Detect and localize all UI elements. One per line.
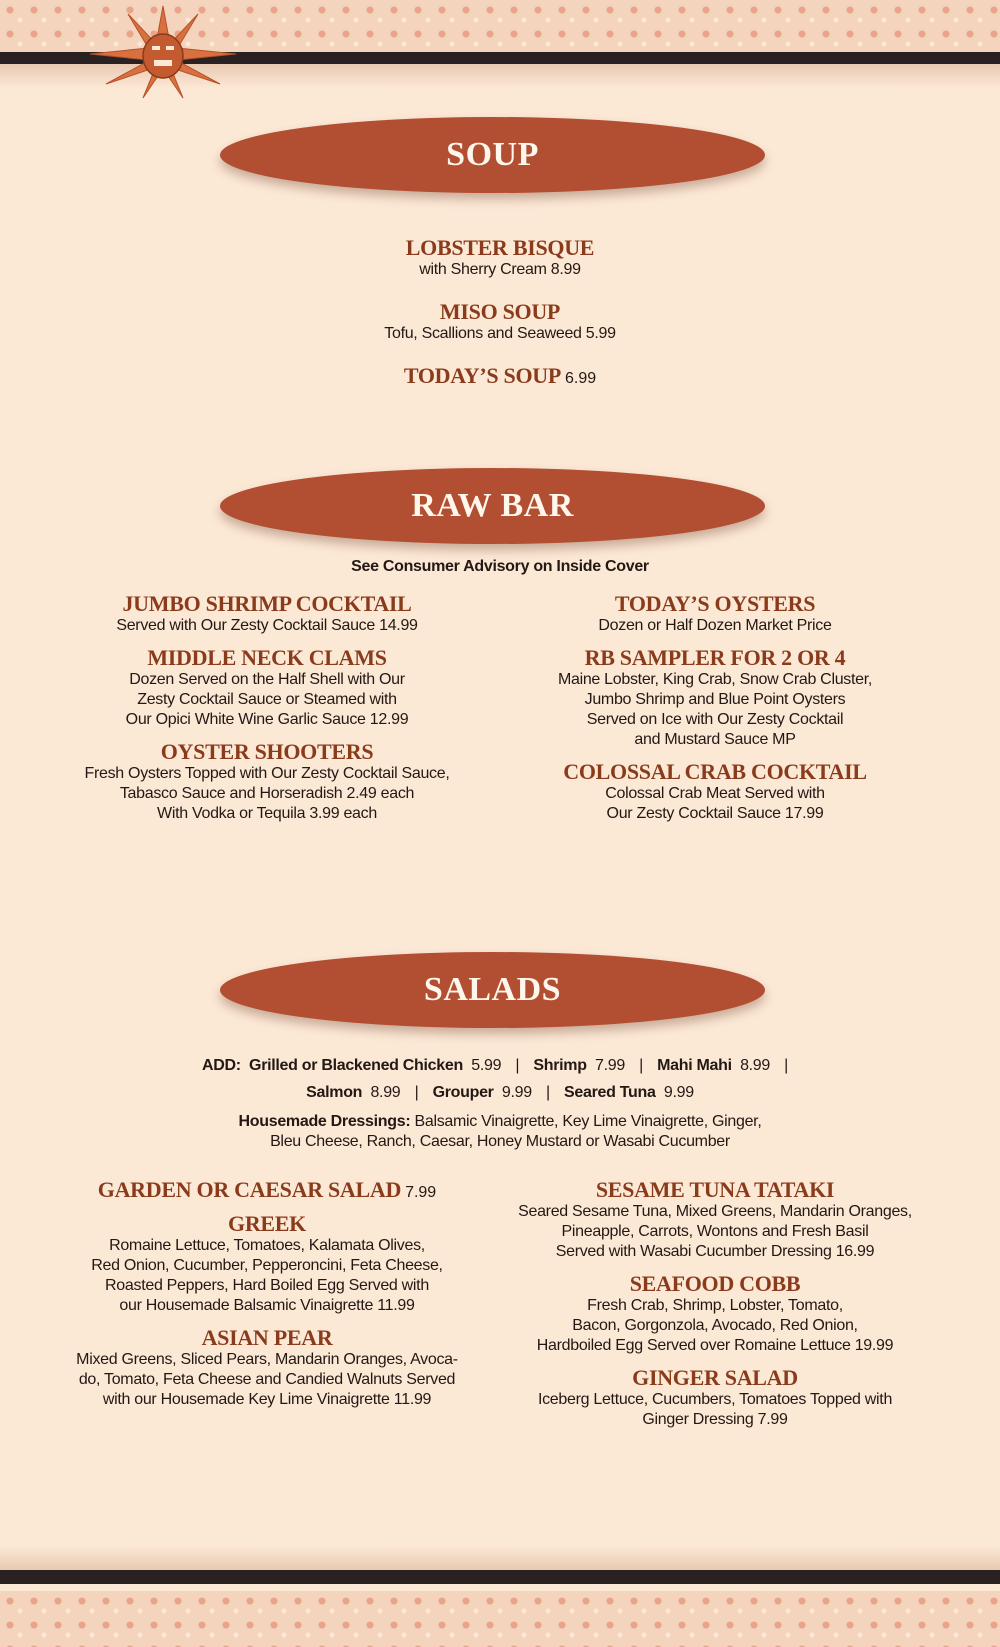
soup-item-todays-soup (250, 364, 750, 388)
item-desc-line: Pineapple, Carrots, Wontons and Fresh Basil (561, 1223, 869, 1240)
menu-item (47, 592, 487, 636)
addons-line-2 (100, 1079, 900, 1106)
menu-item (495, 592, 935, 636)
menu-item (47, 646, 487, 730)
raw-bar-banner (220, 468, 765, 544)
dressings-line-2: Bleu Cheese, Ranch, Caesar, Honey Mustard or Wasabi Cucumber (270, 1133, 730, 1150)
addon-price: 9.99 (501, 1084, 532, 1101)
separator: | (639, 1057, 643, 1074)
item-desc-line: Our Zesty Cocktail Sauce 17.99 (606, 805, 824, 822)
item-title: TODAY’S SOUP (403, 363, 562, 388)
addon-price: 5.99 (471, 1057, 502, 1074)
item-title: GREEK (228, 1211, 306, 1236)
menu-item (495, 760, 935, 824)
item-desc-line: do, Tomato, Feta Cheese and Candied Walnuts Served (78, 1371, 456, 1388)
menu-item (47, 1326, 487, 1410)
salads-left-column (47, 1178, 487, 1420)
item-desc-line: Our Opici White Wine Garlic Sauce 12.99 (125, 711, 409, 728)
addon-name: Grouper (432, 1084, 494, 1101)
separator: | (546, 1084, 550, 1101)
item-title: GARDEN OR CAESAR SALAD (97, 1177, 402, 1202)
separator: | (784, 1057, 789, 1074)
item-desc-line: Jumbo Shrimp and Blue Point Oysters (584, 691, 846, 708)
item-desc-line: Ginger Dressing 7.99 (642, 1411, 788, 1428)
item-title: MISO SOUP (439, 299, 561, 324)
dressings-label: Housemade Dressings: (238, 1113, 411, 1130)
item-desc-line: Dozen or Half Dozen Market Price (598, 617, 832, 634)
addon-name: Seared Tuna (564, 1084, 656, 1101)
salads-right-column (495, 1178, 935, 1440)
item-title: JUMBO SHRIMP COCKTAIL (122, 591, 412, 616)
item-desc-line: Romaine Lettuce, Tomatoes, Kalamata Olives, (109, 1237, 425, 1254)
menu-item (495, 1272, 935, 1356)
item-desc-line: Served with Our Zesty Cocktail Sauce 14.99 (116, 617, 418, 634)
soup-item-miso-soup (250, 300, 750, 344)
menu-item (495, 1178, 935, 1262)
item-desc-line: with our Housemade Key Lime Vinaigrette 11.99 (102, 1391, 432, 1408)
item-desc-line: Maine Lobster, King Crab, Snow Crab Cluster, (557, 671, 873, 688)
item-title: ASIAN PEAR (201, 1325, 333, 1350)
bottom-shade (0, 1546, 1000, 1570)
item-desc-line: Colossal Crab Meat Served with (605, 785, 825, 802)
item-title: GINGER SALAD (632, 1365, 798, 1390)
addon-name: Mahi Mahi (657, 1057, 732, 1074)
item-desc-line: Bacon, Gorgonzola, Avocado, Red Onion, (572, 1317, 858, 1334)
addon-price: 7.99 (595, 1057, 625, 1074)
salad-addons (100, 1052, 900, 1106)
item-desc: with Sherry Cream 8.99 (419, 261, 581, 278)
separator: | (414, 1084, 419, 1101)
addon-price: 8.99 (370, 1084, 401, 1101)
dressings-line-1 (150, 1112, 850, 1132)
addon-price: 8.99 (740, 1057, 771, 1074)
soup-banner (220, 117, 765, 193)
item-title: COLOSSAL CRAB COCKTAIL (563, 759, 867, 784)
housemade-dressings (150, 1112, 850, 1152)
raw-bar-right-column (495, 592, 935, 834)
menu-item (495, 1366, 935, 1430)
soup-item-lobster-bisque (250, 236, 750, 280)
item-desc-line: Seared Sesame Tuna, Mixed Greens, Mandarin Oranges, (518, 1203, 912, 1220)
item-desc-line: Zesty Cocktail Sauce or Steamed with (137, 691, 397, 708)
item-desc-line: and Mustard Sauce MP (634, 731, 796, 748)
item-desc-line: Iceberg Lettuce, Cucumbers, Tomatoes Topped with (537, 1391, 893, 1408)
item-desc-line: Fresh Crab, Shrimp, Lobster, Tomato, (587, 1297, 843, 1314)
item-title: RB SAMPLER FOR 2 OR 4 (584, 645, 846, 670)
item-title: TODAY’S OYSTERS (614, 591, 816, 616)
item-desc-line: Hardboiled Egg Served over Romaine Lettuce 19.99 (536, 1337, 894, 1354)
addon-name: Shrimp (533, 1057, 587, 1074)
item-title: MIDDLE NECK CLAMS (147, 645, 387, 670)
item-desc-line: Dozen Served on the Half Shell with Our (129, 671, 405, 688)
item-desc-line: Red Onion, Cucumber, Pepperoncini, Feta Cheese, (91, 1257, 443, 1274)
item-price: 7.99 (405, 1184, 437, 1201)
raw-bar-left-column (47, 592, 487, 834)
item-desc-line: our Housemade Balsamic Vinaigrette 11.99 (119, 1297, 415, 1314)
item-desc-line: Served with Wasabi Cucumber Dressing 16.99 (555, 1243, 875, 1260)
addon-name: Salmon (306, 1084, 363, 1101)
salads-banner (220, 952, 765, 1028)
add-label: ADD: (201, 1057, 241, 1074)
menu-item (495, 646, 935, 750)
item-desc-line: Mixed Greens, Sliced Pears, Mandarin Oranges, Avoca- (76, 1351, 458, 1368)
bottom-pattern-border (0, 1591, 1000, 1647)
raw-bar-title: RAW BAR (411, 487, 574, 524)
soup-title: SOUP (446, 136, 539, 173)
item-title: LOBSTER BISQUE (405, 235, 595, 260)
addon-name: Grilled or Blackened Chicken (249, 1057, 463, 1074)
item-desc-line: Fresh Oysters Topped with Our Zesty Cocktail Sauce, (84, 765, 450, 782)
tiki-sunburst-logo-icon (88, 4, 238, 100)
item-desc-line: Served on Ice with Our Zesty Cocktail (586, 711, 844, 728)
consumer-advisory-note: See Consumer Advisory on Inside Cover (351, 558, 649, 575)
item-desc-line: With Vodka or Tequila 3.99 each (157, 805, 377, 822)
menu-item (47, 1212, 487, 1316)
separator: | (515, 1057, 520, 1074)
salads-title: SALADS (423, 971, 562, 1008)
item-desc: Tofu, Scallions and Seaweed 5.99 (384, 325, 616, 342)
addons-line-1 (100, 1052, 900, 1079)
item-title: SESAME TUNA TATAKI (595, 1177, 835, 1202)
dressings-text: Balsamic Vinaigrette, Key Lime Vinaigrette, Ginger, (410, 1113, 762, 1130)
bottom-rule (0, 1570, 1000, 1584)
menu-item (47, 1178, 487, 1202)
menu-item (47, 740, 487, 824)
item-desc-line: Roasted Peppers, Hard Boiled Egg Served with (105, 1277, 429, 1294)
item-title: SEAFOOD COBB (629, 1271, 801, 1296)
item-title: OYSTER SHOOTERS (160, 739, 374, 764)
addon-price: 9.99 (663, 1084, 694, 1101)
item-price: 6.99 (565, 370, 597, 387)
item-desc-line: Tabasco Sauce and Horseradish 2.49 each (119, 785, 415, 802)
